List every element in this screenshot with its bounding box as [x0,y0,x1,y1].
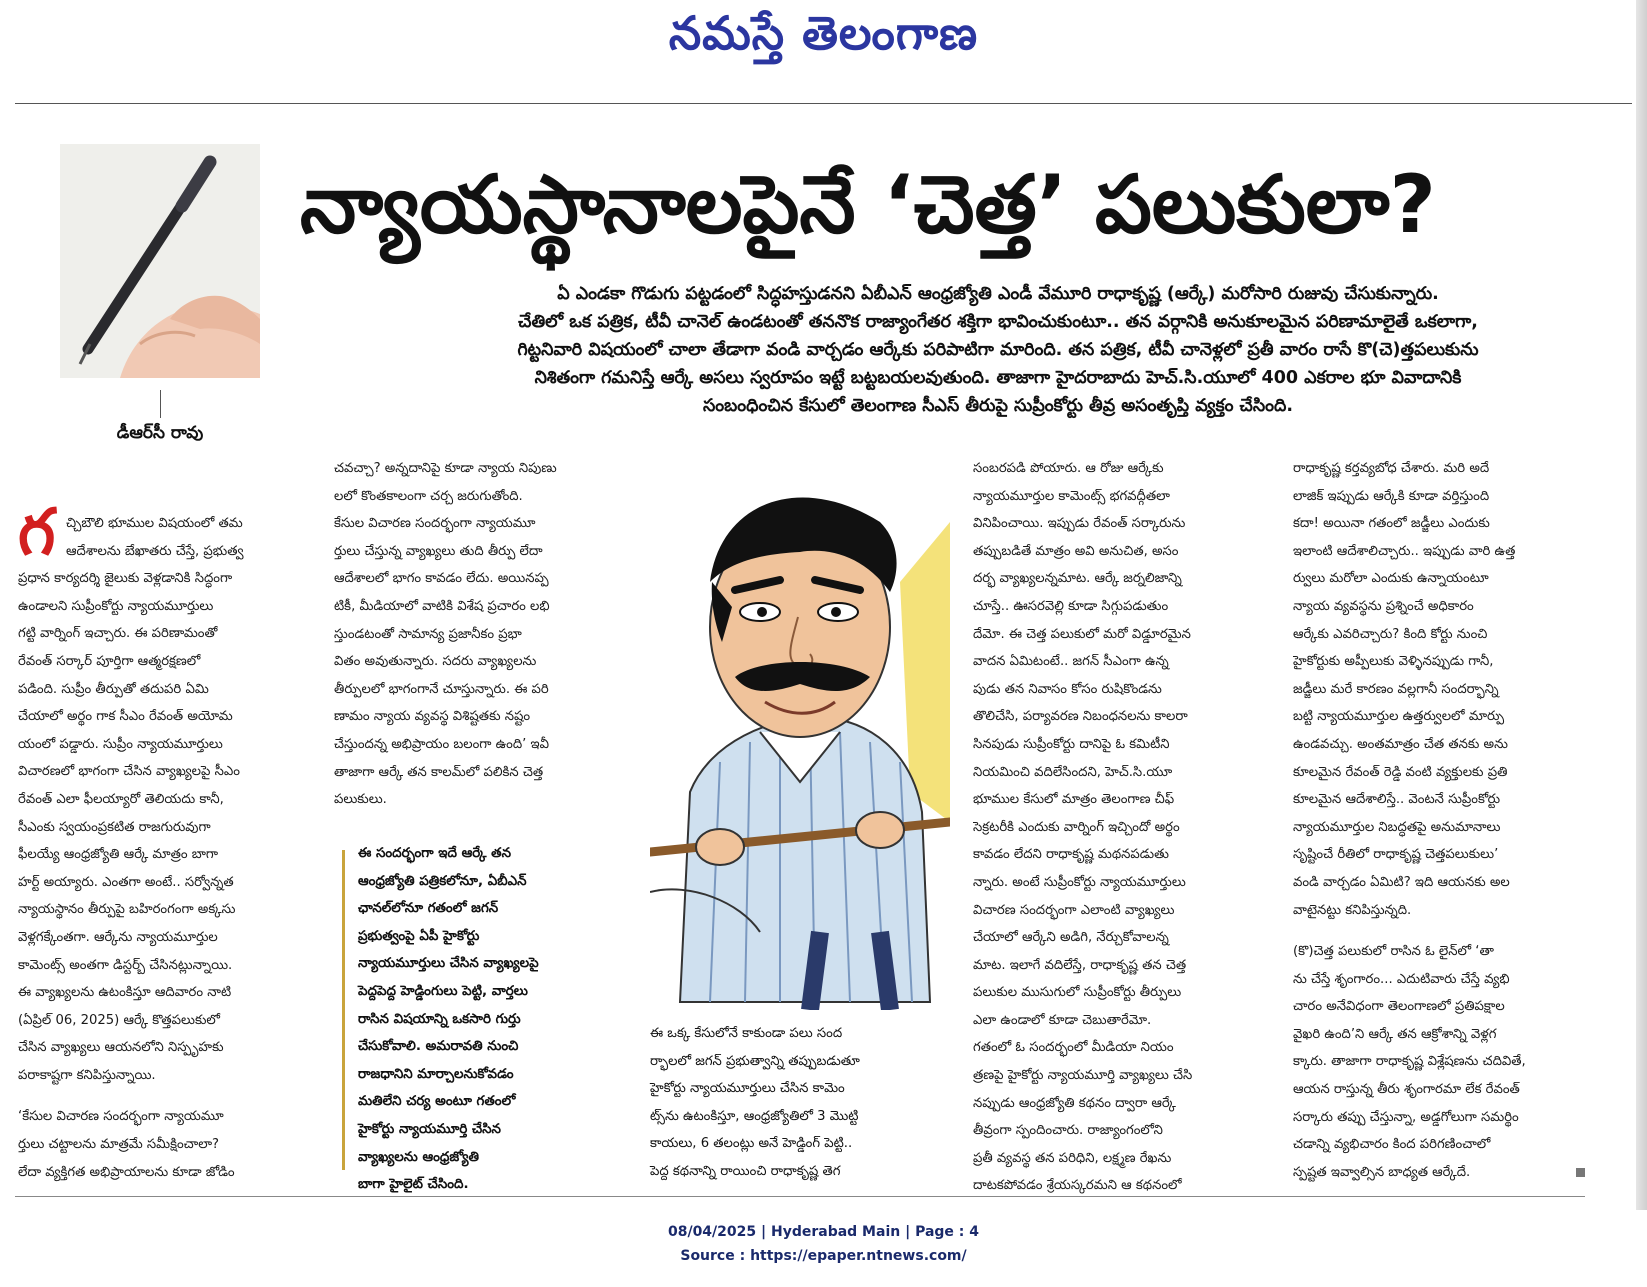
column-line: వండి వార్చడం ఏమిటి? ఇది ఆయనకు అల [1293,874,1510,890]
column-line: చడాన్ని వ్యభిచారం కింద పరిగణించాలో [1293,1137,1491,1153]
column-line: లేదా వ్యక్తిగత అభిప్రాయాలను కూడా జోడిం [18,1164,235,1180]
column-line: పలుకుల ముసుగులో సుప్రీంకోర్టు తీర్పులు [973,985,1182,1001]
column-line: ఈ ఒక్క కేసులోనే కాకుండా పలు సంద [650,1026,843,1041]
column-line: టికీ, మీడియాలో వాటికి విశేష ప్రచారం లభి [334,598,550,614]
byline-divider [160,390,161,418]
column-line: సృష్టించే రీతిలో రాధాకృష్ణ చెత్తపలుకులు’ [1293,847,1499,863]
column-line: రేవంత్ సర్కార్ పూర్తిగా ఆత్మరక్షణలో [18,653,201,669]
column-line: చూస్తే.. ఊసరవెల్లి కూడా సిగ్గుపడుతుం [973,598,1169,614]
column-line: విచారణలో భాగంగా చేసిన వ్యాఖ్యలపై సీఎం [18,764,240,780]
column-line: ట్స్‌ను ఉటంకిస్తూ, ఆంధ్రజ్యోతిలో 3 మొట్టి [650,1108,859,1124]
column-line: చేయాలో ఆర్కేని అడిగి, నేర్చుకోవాలన్న [973,930,1169,946]
column-line: కూలమైన ఆదేశాలిస్తే.. వెంటనే సుప్రీంకోర్టు [1293,792,1501,808]
column-line: రాజధానిని మార్చాలనుకోవడం [358,1066,514,1082]
column-line: (కొ)చెత్త పలుకులో రాసిన ఓ లైన్‌లో ‘తా [1293,944,1494,960]
edition-info: 08/04/2025 | Hyderabad Main | Page : 4 [667,1224,980,1240]
column-line: పరాకాష్టగా కనిపిస్తున్నాయి. [18,1067,156,1083]
column-line: పెద్ద కథనాన్ని రాయించి రాధాకృష్ణ తెగ [650,1163,841,1179]
column-line: ఫీలయ్యే ఆంధ్రజ్యోతి ఆర్కే మాత్రం బాగా [18,847,219,863]
article-column-3 [650,1020,950,1186]
column-line: వితం అవుతున్నారు. సదరు వ్యాఖ్యలను [334,654,537,670]
page-edge-shadow [1636,0,1647,1210]
column-line: న్యాయమూర్తుల కామెంట్స్ భగవద్గీతలా [973,488,1170,504]
caricature-drawing [650,462,950,1010]
column-line: చేసిన వ్యాఖ్యలు ఆయనలోని నిస్పృహకు [18,1040,224,1056]
column-line: విచారణ సందర్భంగా ఎలాంటి వ్యాఖ్యలు [973,902,1175,918]
column-line: చవచ్చా? అన్నదానిపై కూడా న్యాయ నిపుణు [334,461,557,476]
column-line: చేస్తుందన్న అభిప్రాయం బలంగా ఉంది’ ఇవీ [334,736,549,752]
callout-column [358,840,626,1199]
column-line: చారం అనేవిధంగా తెలంగాణలో ప్రతిపక్షాల [1293,999,1505,1015]
column-line: కదా! అయినా గతంలో జడ్జీలు ఎందుకు [1293,516,1490,532]
column-line: ర్తులు చేస్తున్న వ్యాఖ్యలు తుది తీర్పు లేదా [334,543,543,559]
column-line: ర్వులు మరోలా ఎందుకు ఉన్నాయంటూ [1293,571,1489,587]
column-line: తప్పుబడితే మాత్రం అవి అనుచిత, అసం [973,543,1179,559]
article-column-5 [1293,455,1593,1186]
column-line: తాజాగా ఆర్కే తన కాలమ్‌లో పలికిన చెత్త [334,764,544,780]
column-line: న్నారు. అంటే సుప్రీంకోర్టు న్యాయమూర్తులు [973,874,1186,890]
column-line: వాదన ఏమిటంటే.. జగన్ సీఎంగా ఉన్న [973,654,1169,670]
caricature-illustration [650,462,950,1010]
column-line: ఆయన రాస్తున్న తీరు శృంగారమా లేక రేవంత్ [1293,1082,1520,1098]
column-line: సెక్రటరీకి ఎందుకు వార్నింగ్ ఇచ్చిందో అర్థం [973,819,1180,835]
column-line: రేవంత్ ఎలా ఫీలయ్యారో తెలియదు కానీ, [18,791,224,807]
article-column-4 [973,455,1263,1200]
column-line: కూలమైన రేవంత్ రెడ్డి వంటి వ్యక్తులకు ప్రతి [1293,764,1508,780]
column-line: కాయలు, 6 తలంట్లు అనే హెడ్డింగ్ పెట్టి.. [650,1136,853,1152]
column-line: పడింది. సుప్రీం తీర్పుతో తదుపరి ఏమి [18,681,209,697]
column-line: ఛానల్‌లోనూ గతంలో జగన్ [358,901,499,917]
callout-accent-rule [342,850,345,1170]
column-line: వాటైనట్టు కనిపిస్తున్నది. [1293,902,1412,918]
lead-line: నిశితంగా గమనిస్తే ఆర్కే అసలు స్వరూపం ఇట్టే బట్టబయలవుతుంది. తాజాగా హైదరాబాదు హెచ్.సి.యూలో 400 ఎకరాల భూ వివాదానికి [534,368,1462,388]
column-line: ఈ వ్యాఖ్యలను ఉటంకిస్తూ ఆదివారం నాటి [18,985,232,1001]
column-line: దర్భ వ్యాఖ్యలన్నమాట. ఆర్కే జర్నలిజాన్ని [973,571,1182,587]
column-line: త్రణపై హైకోర్టు న్యాయమూర్తి వ్యాఖ్యలు చేసి [973,1068,1193,1084]
column-line: నప్పుడు ఆంధ్రజ్యోతి కథనం ద్వారా ఆర్కే [973,1095,1176,1111]
column-line: (ఏప్రిల్ 06, 2025) ఆర్కే కొత్తపలుకులో [18,1012,220,1028]
column-line: రాధాకృష్ణ కర్తవ్యబోధ చేశారు. మరి అదే [1293,461,1490,476]
column-line: న్యాయమూర్తుల నిబద్ధతపై అనుమానాలు [1293,819,1501,835]
column-line: మాట. ఇలాగే వదిలేస్తే, రాధాకృష్ణ తన చెత్త [973,957,1187,973]
column-line: లాజిక్ ఇప్పుడు ఆర్కేకి కూడా వర్తిస్తుంది [1293,488,1490,504]
column-line: హైకోర్టు న్యాయమూర్తులు చేసిన కామెం [650,1081,845,1097]
column-line: లలో కొంతకాలంగా చర్చ జరుగుతోంది. [334,488,523,504]
column-line: తొలిచేసి, పర్యావరణ నిబంధనలను కాలరా [973,709,1188,725]
column-line: ఆంధ్రజ్యోతి పత్రికలోనూ, ఏబీఎన్ [358,873,527,889]
article-column-2 [334,455,629,814]
column-line: ఉండవచ్చు. అంతమాత్రం చేత తనకు అను [1293,736,1508,752]
column-line: బట్టి న్యాయమూర్తుల ఉత్తర్వులలో మార్పు [1293,709,1505,725]
column-line: ఎలా ఉండాలో కూడా చెబుతారేమో. [973,1012,1152,1028]
column-line: జడ్జీలు మరే కారణం వల్లగానీ సందర్భాన్ని [1293,681,1499,697]
column-line: మతిలేని చర్య అంటూ గతంలో [358,1094,516,1110]
paragraph-gap [1293,924,1593,938]
column-line: చేయాలో అర్థం గాక సీఎం రేవంత్ అయోమ [18,709,233,725]
column-line: నియమించి వదిలేసిందని, హెచ్.సి.యూ [973,764,1173,780]
column-line: ఆదేశాలలో భాగం కావడం లేదు. అయినప్ప [334,571,549,587]
column-line: రాసిన విషయాన్ని ఒకసారి గుర్తు [358,1011,521,1027]
byline: డీఆర్‌సీ రావు [116,423,204,443]
column-line: కావడం లేదని రాధాకృష్ణ మథనపడుతు [973,847,1169,863]
column-line: న్యాయస్థానం తీర్పుపై బహిరంగంగా అక్కసు [18,902,236,918]
column-line: యంలో పడ్డారు. సుప్రీం న్యాయమూర్తులు [18,736,223,752]
column-line: హైకోర్టు న్యాయమూర్తి చేసిన [358,1121,501,1137]
bottom-divider [15,1196,1585,1197]
column-line: ప్రభుత్వంపై ఏపీ హైకోర్టు [358,928,480,944]
lead-line: గిట్టనివారి విషయంలో చాలా తేడాగా వండి వార్చడం ఆర్కేకు పరిపాటిగా మారింది. తన పత్రిక, టీవీ చానెళ్లలో ప్రతీ వారం రాసే కొ(చె)త్తపలుకును [517,340,1479,360]
column-line: హర్ట్ అయ్యారు. ఎంతగా అంటే.. సర్వోన్నత [18,874,234,890]
dropcap: గ [18,495,56,570]
column-line: ను చేస్తే శృంగారం... ఎదుటివారు చేస్తే వ్యభి [1293,971,1510,987]
column-line: ‘కేసుల విచారణ సందర్భంగా న్యాయమూ [18,1109,224,1125]
column-line: దేమో. ఈ చెత్త పలుకులో మరో విడ్డూరమైన [973,626,1191,642]
paragraph-gap [18,1089,308,1103]
column-line: గట్టి వార్నింగ్ ఇచ్చారు. ఈ పరిణామంతో [18,626,218,642]
column-line: తీవ్రంగా స్పందించారు. రాజ్యాంగంలోని [973,1123,1163,1139]
column-line: సర్కారు తప్పు చేస్తున్నా, అడ్డగోలుగా సమర్థిం [1293,1109,1519,1125]
column-line: హైకోర్టుకు అప్పీలుకు వెళ్ళినప్పుడు గానీ, [1293,654,1494,670]
pen-illustration [60,144,260,378]
lead-line: ఏ ఎండకా గొడుగు పట్టడంలో సిద్ధహస్తుడనని ఏబీఎన్ ఆంధ్రజ్యోతి ఎండీ వేమూరి రాధాకృష్ణ (ఆర్కే) మరోసారి రుజువు చేసుకున్నారు. [557,284,1439,304]
column-line: ప్రధాన కార్యదర్శి జైలుకు వెళ్లడానికి సిద్ధంగా [18,571,233,587]
column-line: కామెంట్స్ అంతగా డిస్టర్బ్ చేసినట్లున్నాయి. [18,957,233,973]
column-line: వెళ్లగక్కేంతగా. ఆర్కేను న్యాయమూర్తుల [18,929,218,945]
column-line: తీర్పులలో భాగంగానే చూస్తున్నారు. ఈ పరి [334,681,549,697]
column-line: ర్తులు చట్టాలను మాత్రమే సమీక్షించాలా? [18,1137,220,1153]
pen-hand-photo [60,144,260,378]
column-line: స్తుండటంతో సామాన్య ప్రజానీకం ప్రభా [334,626,522,642]
lead-paragraph [408,280,1588,420]
column-line: ఈ సందర్భంగా ఇదే ఆర్కే తన [358,846,511,861]
column-line: వ్యాఖ్యలను ఆంధ్రజ్యోతి [358,1149,480,1165]
masthead-divider [15,103,1632,104]
column-line: స్పష్టత ఇవ్వాల్సిన బాధ్యత ఆర్కేదే. [1293,1164,1471,1180]
column-line: పెద్దపెద్ద హెడ్డింగులు పెట్టి, వార్తలు [358,983,528,999]
column-line: వైఖరి ఉంది’ని ఆర్కే తన ఆక్రోశాన్ని వెళ్లగ [1293,1026,1497,1042]
column-line: వినిపించాయి. ఇప్పుడు రేవంత్ సర్కారును [973,516,1186,532]
lead-line: చేతిలో ఒక పత్రిక, టీవీ చానెల్ ఉండటంతో తననొక రాజ్యాంగేతర శక్తిగా భావించుకుంటూ.. తన వర్గానికి అనుకూలమైన పరిణామాలైతే ఒకలాగా, [518,312,1478,332]
column-line: పుడు తన నివాసం కోసం రుషికొండను [973,681,1162,697]
column-line: గతంలో ఓ సందర్భంలో మీడియా నియం [973,1040,1174,1056]
column-line: న్యాయమూర్తులు చేసిన వ్యాఖ్యలపై [358,956,539,972]
column-line: ర్భాలలో జగన్ ప్రభుత్వాన్ని తప్పుబడుతూ [650,1053,860,1069]
column-line: క్కారు. తాజాగా రాధాకృష్ణ విశ్లేషణను చదివితే, [1293,1054,1526,1070]
column-line: భూముల కేసులో మాత్రం తెలంగాణ చీఫ్ [973,792,1175,808]
column-line: ప్రతీ వ్యవస్థ తన పరిధిని, లక్ష్మణ రేఖను [973,1150,1172,1166]
column-line: చ్చిబౌలి భూముల విషయంలో తమ [66,516,243,531]
column-line: దాటకపోవడం శ్రేయస్కరమని ఆ కథనంలో [973,1178,1182,1194]
column-line: సినపుడు సుప్రీంకోర్టు దానిపై ఓ కమిటీని [973,736,1170,752]
column-line: ణామం న్యాయ వ్యవస్థ విశిష్టతకు నష్టం [334,709,531,725]
masthead-logo: నమస్తే తెలంగాణ [668,6,979,60]
column-line: కేసుల విచారణ సందర్భంగా న్యాయమూ [334,516,536,532]
source-url: Source : https://epaper.ntnews.com/ [680,1248,967,1264]
column-line: ఉండాలని సుప్రీంకోర్టు న్యాయమూర్తులు [18,598,214,614]
article-end-mark [1576,1168,1585,1177]
column-line: ఆదేశాలను బేఖాతరు చేస్తే, ప్రభుత్వ [66,543,244,559]
column-line: సంబరపడి పోయారు. ఆ రోజు ఆర్కేకు [973,461,1164,476]
column-line: సీఎంకు స్వయంప్రకటిత రాజగురువుగా [18,819,211,835]
column-line: ఇలాంటి ఆదేశాలిచ్చారు.. ఇప్పుడు వారి ఉత్త [1293,543,1516,559]
column-line: న్యాయ వ్యవస్థను ప్రశ్నించే అధికారం [1293,598,1474,614]
column-line: బాగా హైలైట్ చేసింది. [358,1177,469,1193]
column-line: పలుకులు. [334,792,387,808]
column-line: చేసుకోవాలి. అమరావతి నుంచి [358,1039,519,1055]
headline: న్యాయస్థానాలపైనే ‘చెత్త’ పలుకులా? [300,158,1436,251]
column-line: ఆర్కేకు ఎవరిచ్చారు? కింది కోర్టు నుంచి [1293,626,1488,642]
article-column-1 [18,510,308,1186]
lead-line: సంబంధించిన కేసులో తెలంగాణ సీఎస్ తీరుపై సుప్రీంకోర్టు తీవ్ర అసంతృప్తి వ్యక్తం చేసింది. [702,396,1294,416]
